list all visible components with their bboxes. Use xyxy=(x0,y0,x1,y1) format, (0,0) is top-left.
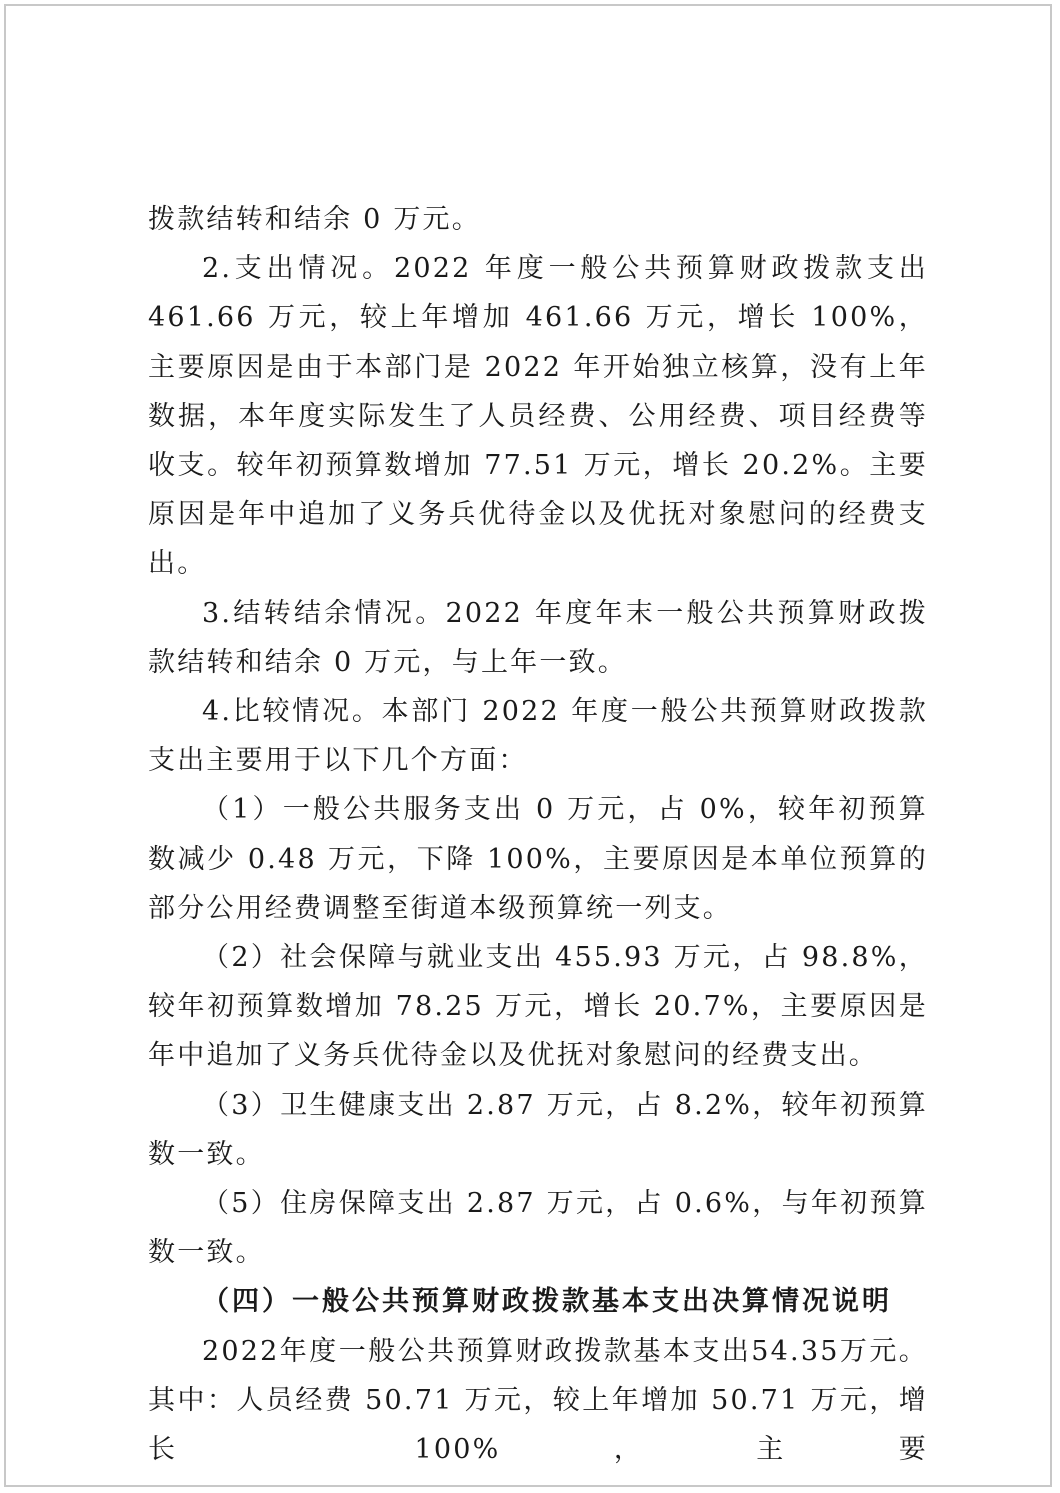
paragraph-item-3: （3）卫生健康支出 2.87 万元，占 8.2%，较年初预算数一致。 xyxy=(148,1089,928,1170)
paragraph-comparison: 4.比较情况。本部门 2022 年度一般公共预算财政拨款支出主要用于以下几个方面： xyxy=(148,696,928,777)
paragraph-item-2: （2）社会保障与就业支出 455.93 万元，占 98.8%，较年初预算数增加 78.25 万元，增长 20.7%，主要原因是年中追加了义务兵优待金以及优抚对象慰问的经费支出。 xyxy=(148,942,928,1072)
document-body xyxy=(148,195,928,1474)
paragraph-basic-expenditure: 2022年度一般公共预算财政拨款基本支出54.35万元。其中：人员经费 50.71 万元，较上年增加 50.71 万元，增长 100%，主要 xyxy=(148,1335,928,1466)
paragraph-item-1: （1）一般公共服务支出 0 万元，占 0%，较年初预算数减少 0.48 万元，下降 100%，主要原因是本单位预算的部分公用经费调整至街道本级预算统一列支。 xyxy=(148,794,928,924)
paragraph-expenditure: 2.支出情况。2022 年度一般公共预算财政拨款支出 461.66 万元，较上年增加 461.66 万元，增长 100%，主要原因是由于本部门是 2022 年开始独立核算，没有上年数据，本年度实际发生了人员经费、公用经费、项目经费等收支。较年初预算数增加 77.51 万元，增长 20.2%。主要原因是年中追加了义务兵优待金以及优抚对象慰问的经费支出。 xyxy=(148,253,928,580)
paragraph-carryover-balance: 拨款结转和结余 0 万元。 xyxy=(148,204,481,235)
paragraph-item-5: （5）住房保障支出 2.87 万元，占 0.6%，与年初预算数一致。 xyxy=(148,1188,928,1269)
paragraph-carryover-situation: 3.结转结余情况。2022 年度年末一般公共预算财政拨款结转和结余 0 万元，与上年一致。 xyxy=(148,597,928,678)
section-heading-4: （四）一般公共预算财政拨款基本支出决算情况说明 xyxy=(202,1286,892,1318)
